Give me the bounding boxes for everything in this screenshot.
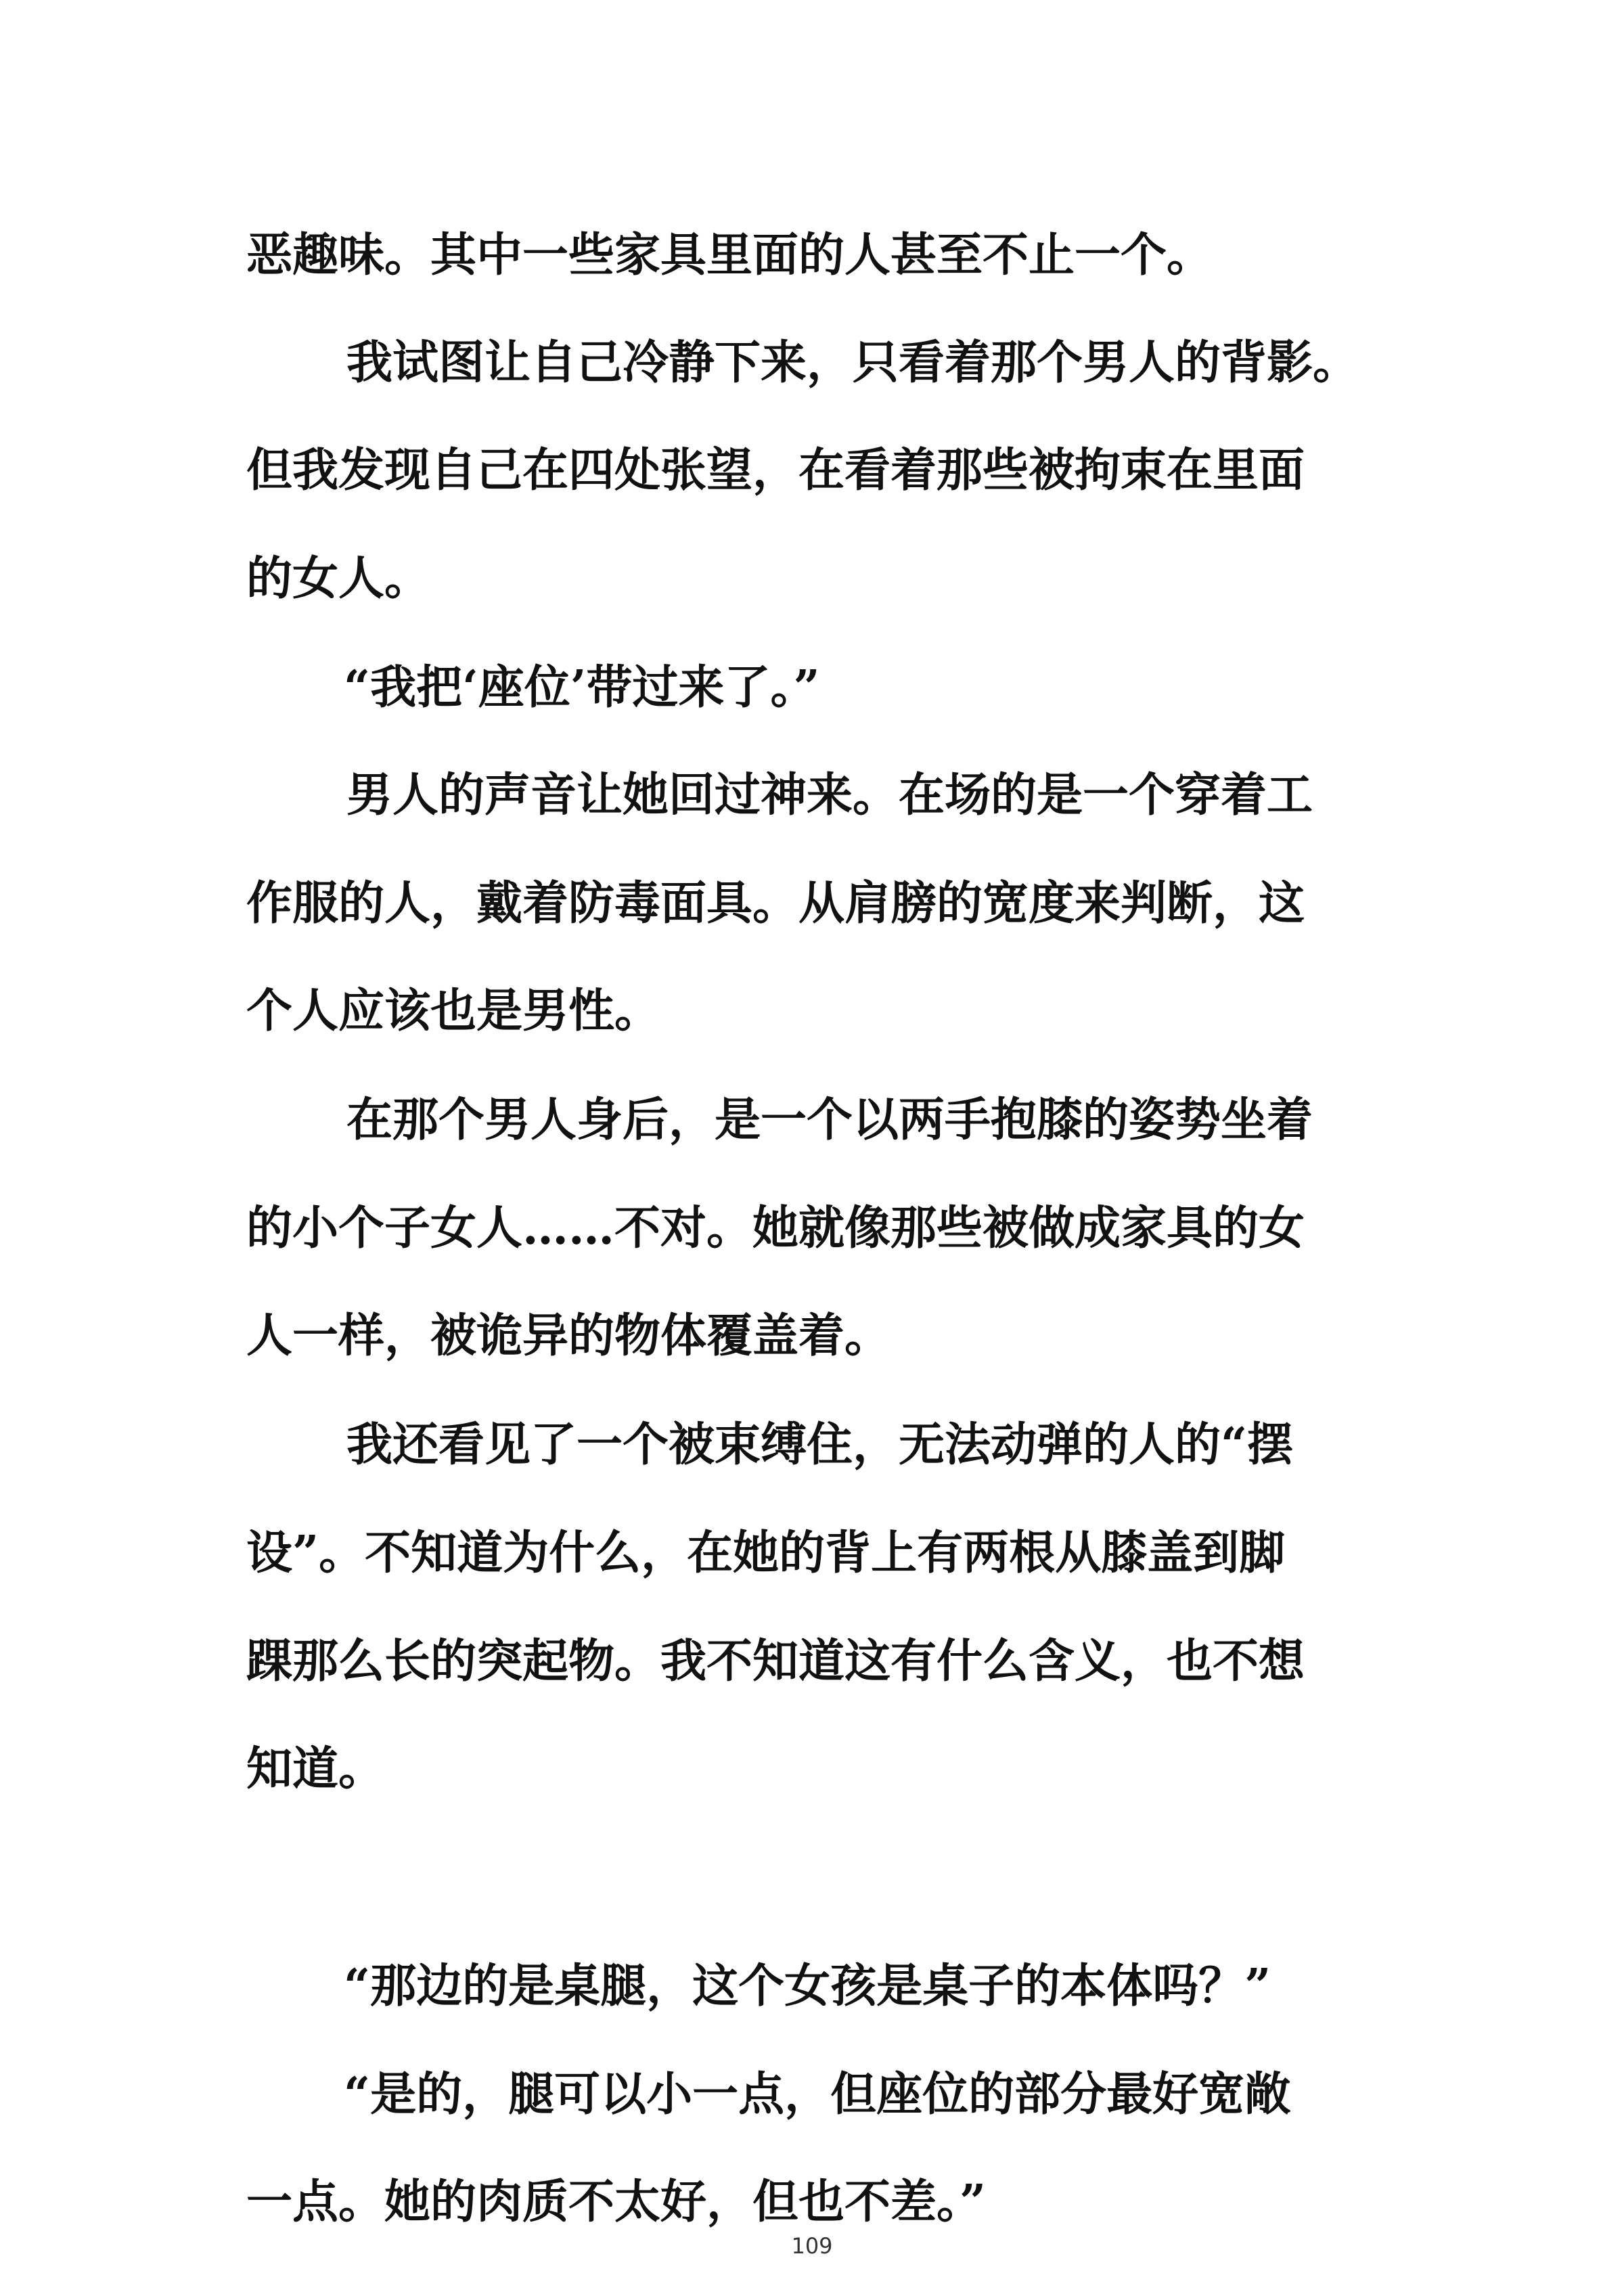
text-line: 我还看见了一个被束缚住，无法动弹的人的“摆: [346, 1418, 1294, 1472]
page-number: 109: [791, 2233, 833, 2259]
text-line: 的女人。: [246, 552, 431, 606]
text-line: 的小个子女人……不对。她就像那些被做成家具的女: [246, 1201, 1305, 1255]
text-line: 人一样，被诡异的物体覆盖着。: [246, 1309, 891, 1363]
text-line: 踝那么长的突起物。我不知道这有什么含义，也不想: [246, 1634, 1305, 1688]
text-line: 一点。她的肉质不太好，但也不差。”: [246, 2175, 987, 2229]
text-line: 个人应该也是男性。: [246, 984, 661, 1038]
text-line: 设”。不知道为什么，在她的背上有两根从膝盖到脚: [246, 1526, 1286, 1580]
text-line: “是的，腿可以小一点，但座位的部分最好宽敞: [344, 2067, 1291, 2121]
text-line: 我试图让自己冷静下来，只看着那个男人的背影。: [346, 336, 1359, 390]
text-line: 但我发现自己在四处张望，在看着那些被拘束在里面: [246, 443, 1305, 497]
text-line: 在那个男人身后，是一个以两手抱膝的姿势坐着: [346, 1093, 1313, 1147]
text-line: 作服的人，戴着防毒面具。从肩膀的宽度来判断，这: [246, 876, 1305, 930]
text-line: 恶趣味。其中一些家具里面的人甚至不止一个。: [246, 228, 1213, 282]
text-line: 知道。: [246, 1742, 385, 1796]
text-line: “我把‘座位’带过来了。”: [344, 660, 820, 715]
text-line: “那边的是桌腿，这个女孩是桌子的本体吗？”: [344, 1959, 1271, 2013]
text-line: 男人的声音让她回过神来。在场的是一个穿着工: [346, 768, 1313, 822]
